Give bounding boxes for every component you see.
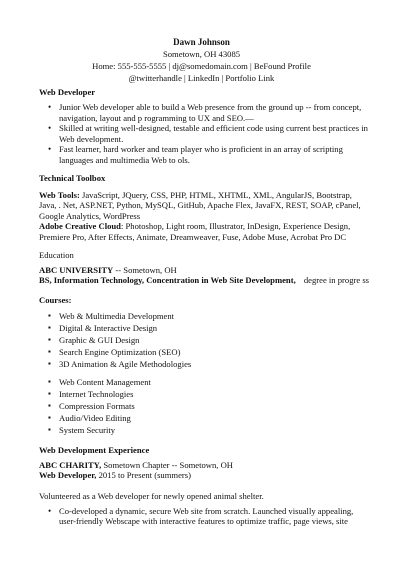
org-line <box>39 460 371 471</box>
education-heading: Education <box>39 249 74 260</box>
job-dates: 2015 to Present (summers) <box>96 470 191 481</box>
adobe-label: Adobe Creative Cloud <box>39 221 121 232</box>
experience-intro: Volunteered as a Web developer for newly opened animal shelter. <box>39 490 264 501</box>
role-line <box>39 470 371 481</box>
course-item: ▪ Audio/Video Editing <box>59 412 371 424</box>
summary-item: • Skilled at writing well-designed, testable and efficient code using current best practices in Web development. <box>59 123 371 144</box>
role-title: Web Developer <box>39 87 96 97</box>
course-item: ▪ System Security <box>59 424 371 436</box>
courses-list-b <box>39 376 371 436</box>
course-item: ▪ Compression Formats <box>59 400 371 412</box>
degree-status: degree in progre ss <box>303 275 370 286</box>
experience-heading: Web Development Experience <box>39 444 150 455</box>
resume-header <box>0 36 403 84</box>
course-item: ▪ Web Content Management <box>59 376 371 388</box>
summary-item: • Junior Web developer able to build a Web presence from the ground up -- from concept, navigation, layout and p rogramming to UX and SEO.— <box>59 102 371 123</box>
candidate-location: Sometown, OH 43085 <box>162 49 241 59</box>
web-tools-paragraph <box>39 190 371 222</box>
summary-list <box>39 102 371 166</box>
experience-item: • Co-developed a dynamic, secure Web site from scratch. Launched visually appealing, user-friendly Webscape with interactive features to optimize traffic, page views, site <box>59 506 371 527</box>
summary-item: • Fast learner, hard worker and team player who is proficient in an array of scripting languages and multimedia Web to ols. <box>59 144 371 165</box>
adobe-paragraph <box>39 221 371 242</box>
course-item: ▪ Web & Multimedia Development <box>59 310 371 322</box>
org-location: Sometown Chapter -- Sometown, OH <box>101 459 234 470</box>
course-item: ▪ Internet Technologies <box>59 388 371 400</box>
web-tools-label: Web Tools: <box>39 189 80 200</box>
courses-label: Courses: <box>39 294 72 305</box>
job-role: Web Developer, <box>39 470 97 481</box>
org-name: ABC CHARITY, <box>39 459 102 470</box>
candidate-name: Dawn Johnson <box>173 37 230 47</box>
toolbox-heading: Technical Toolbox <box>39 172 106 183</box>
course-item: ▪ Graphic & GUI Design <box>59 334 371 346</box>
course-item: ▪ Search Engine Optimization (SEO) <box>59 346 371 358</box>
school-location: -- Sometown, OH <box>113 264 177 275</box>
school-name: ABC UNIVERSITY <box>39 264 114 275</box>
degree-name: BS, Information Technology, Concentration in Web Site Development, <box>39 275 296 286</box>
course-item: ▪ 3D Animation & Agile Methodologies <box>59 358 371 370</box>
school-line <box>39 265 371 276</box>
adobe-text: : Photoshop, Light room, Illustrator, InDesign, Experience Design, Premiere Pro, After Effects, Animate, Dreamweaver, Fuse, Adobe Muse, Acrobat Pro DC <box>39 221 351 242</box>
degree-line <box>39 275 371 286</box>
courses-list-a <box>39 310 371 370</box>
experience-list <box>39 506 371 527</box>
social-line: @twitterhandle | LinkedIn | Portfolio Link <box>128 73 275 83</box>
course-item: ▪ Digital & Interactive Design <box>59 322 371 334</box>
web-tools-text: JavaScript, JQuery, CSS, PHP, HTML, XHTML, XML, AngularJS, Bootstrap, Java, . Net, ASP.NET, Python, MySQL, GitHub, Apache Flex, JavaFX, REST, SOAP, cPanel, Google Analytics, WordPress <box>39 189 361 221</box>
contact-line: Home: 555-555-5555 | dj@somedomain.com | BeFound Profile <box>92 61 311 71</box>
resume-body <box>39 86 371 527</box>
